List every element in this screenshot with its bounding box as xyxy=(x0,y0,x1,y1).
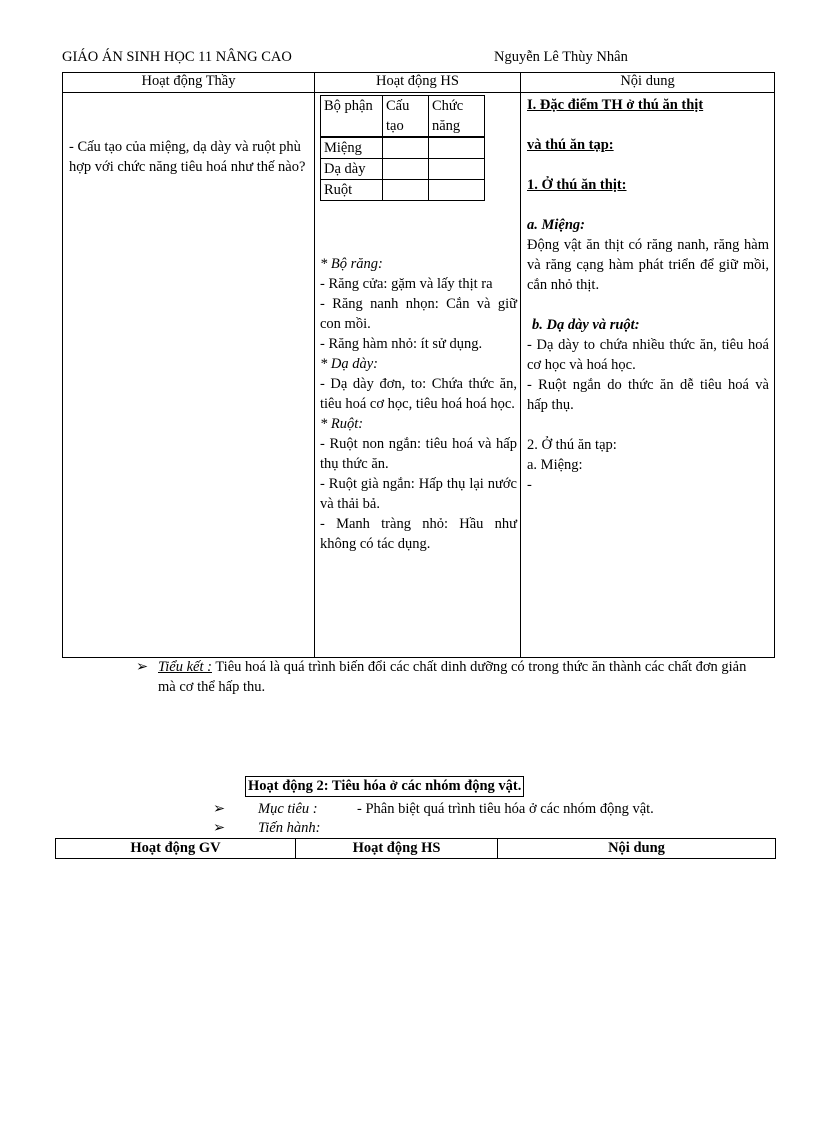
summary-text: Tiêu hoá là quá trình biến đổi các chất dinh dưỡng có trong thức ăn thành các chất đơn giản mà cơ thể hấp thu. xyxy=(158,659,747,695)
teacher-question: - Cấu tạo của miệng, dạ dày và ruột phù hợp với chức năng tiêu hoá như thế nào? xyxy=(69,139,306,175)
organ-header-function: Chức năng xyxy=(429,96,485,137)
header-author: Nguyễn Lê Thùy Nhân xyxy=(494,49,628,65)
organ-table xyxy=(320,95,485,201)
goal-label: Mục tiêu : xyxy=(258,801,318,817)
teeth-item: - Răng hàm nhỏ: ít sử dụng. xyxy=(320,336,483,352)
organ-row-intestine: Ruột xyxy=(321,180,383,201)
content-intestine-item: - Ruột ngắn do thức ăn dễ tiêu hoá và hấp thụ. xyxy=(527,377,769,413)
content-mouth-text: Động vật ăn thịt có răng nanh, răng hàm và răng cạng hàm phát triển để giữ mồi, cắn nhỏ thịt. xyxy=(527,237,769,293)
content-heading-1: I. Đặc điểm TH ở thú ăn thịt xyxy=(527,97,704,113)
intestine-title: * Ruột: xyxy=(320,416,364,432)
content-stomach-title: b. Dạ dày và ruột: xyxy=(532,317,640,333)
lesson-table xyxy=(62,72,775,658)
intestine-item: - Manh tràng nhỏ: Hầu như không có tác dụng. xyxy=(320,516,517,552)
content-section-2a: a. Miệng: xyxy=(527,457,583,473)
intestine-item: - Ruột già ngắn: Hấp thụ lại nước và thải bả. xyxy=(320,476,517,512)
arrow-bullet-icon: ➢ xyxy=(213,820,226,836)
organ-row-mouth: Miệng xyxy=(321,138,383,159)
activity2-title: Hoạt động 2: Tiêu hóa ở các nhóm động vật. xyxy=(245,776,524,797)
arrow-bullet-icon: ➢ xyxy=(213,801,226,817)
stomach-title: * Dạ dày: xyxy=(320,356,378,372)
procedure-label: Tiến hành: xyxy=(258,820,321,836)
content-heading-2: 1. Ở thú ăn thịt: xyxy=(527,177,627,193)
content-stomach-item: - Dạ dày to chứa nhiều thức ăn, tiêu hoá cơ học và hoá học. xyxy=(527,337,769,373)
content-heading-1b: và thú ăn tạp: xyxy=(527,137,614,153)
summary-label: Tiểu kết : xyxy=(158,659,212,675)
activity2-table xyxy=(55,838,776,859)
content-cell xyxy=(521,93,775,658)
col-header-student: Hoạt động HS xyxy=(315,73,521,93)
content-section-2: 2. Ở thú ăn tạp: xyxy=(527,437,617,453)
teeth-item: - Răng nanh nhọn: Cắn và giữ con mồi. xyxy=(320,296,517,332)
teeth-item: - Răng cửa: gặm và lấy thịt ra xyxy=(320,276,493,292)
col-header-teacher: Hoạt động Thầy xyxy=(63,73,315,93)
col-header-content: Nội dung xyxy=(521,73,775,93)
teeth-title: * Bộ răng: xyxy=(320,256,383,272)
organ-header-structure: Cấu tạo xyxy=(383,96,429,137)
content-dash: - xyxy=(527,477,532,493)
content-mouth-title: a. Miệng: xyxy=(527,217,585,233)
intestine-item: - Ruột non ngắn: tiêu hoá và hấp thụ thức ăn. xyxy=(320,436,517,472)
summary-block xyxy=(136,657,756,697)
col-header-gv: Hoạt động GV xyxy=(56,839,296,859)
goal-text: - Phân biệt quá trình tiêu hóa ở các nhóm động vật. xyxy=(357,801,654,817)
col-header-noidung: Nội dung xyxy=(498,839,776,859)
teacher-cell xyxy=(63,93,315,658)
student-cell xyxy=(315,93,521,658)
organ-header-part: Bộ phận xyxy=(321,96,383,137)
organ-row-stomach: Dạ dày xyxy=(321,159,383,180)
arrow-bullet-icon: ➢ xyxy=(136,659,149,675)
header-title: GIÁO ÁN SINH HỌC 11 NÂNG CAO xyxy=(62,49,292,65)
col-header-hs: Hoạt động HS xyxy=(296,839,498,859)
stomach-item: - Dạ dày đơn, to: Chứa thức ăn, tiêu hoá cơ học, tiêu hoá hoá học. xyxy=(320,376,517,412)
